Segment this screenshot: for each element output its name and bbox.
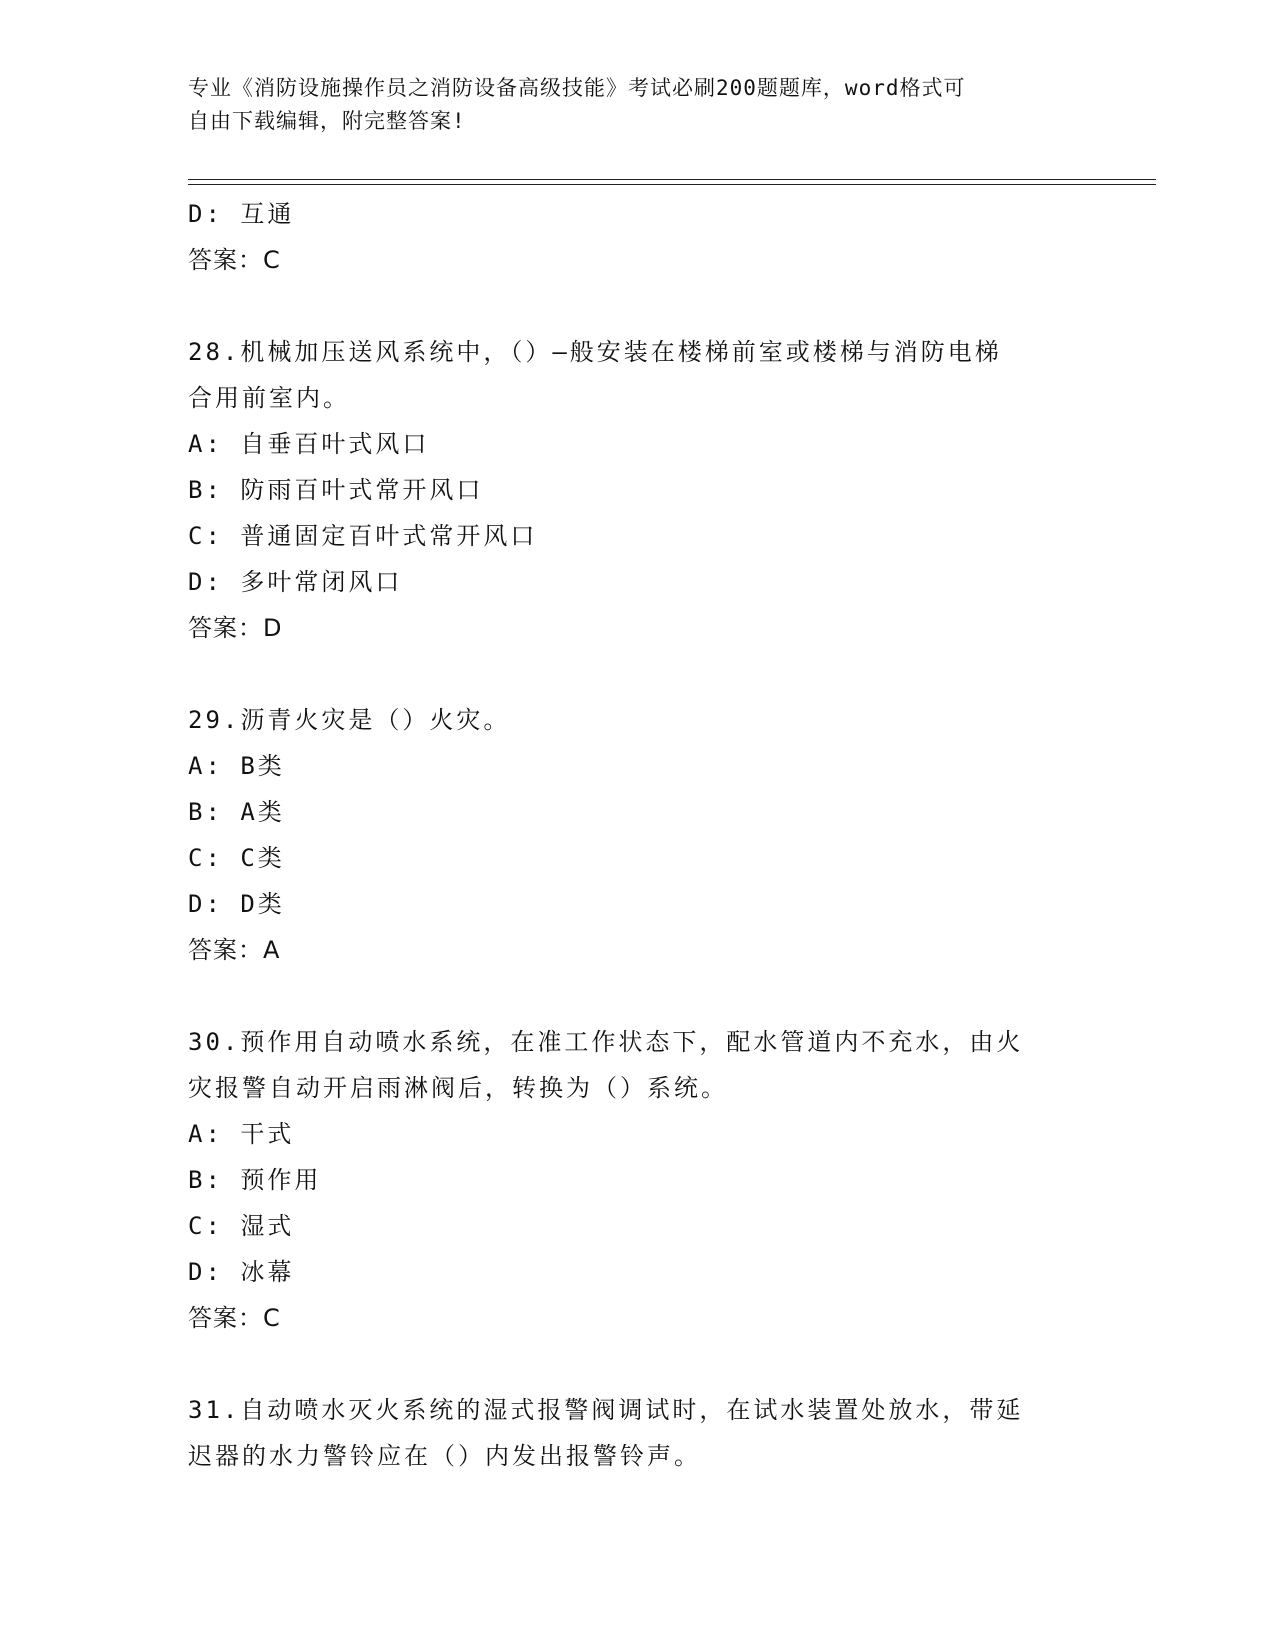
header-line-1: 专业《消防设施操作员之消防设备高级技能》考试必刷200题题库，word格式可 <box>188 76 966 100</box>
question-31 <box>188 1387 1088 1479</box>
question-text-cont: 合用前室内。 <box>188 384 350 412</box>
header-divider-bottom <box>188 184 1156 185</box>
option-b: B: 预作用 <box>188 1166 322 1194</box>
option-a: A: B类 <box>188 752 285 780</box>
question-text: 28.机械加压送风系统中，（）—般安装在楼梯前室或楼梯与消防电梯 <box>188 338 1002 366</box>
option-d: D: 冰幕 <box>188 1258 295 1286</box>
answer: 答案：C <box>188 1304 281 1332</box>
question-text: 31.自动喷水灭火系统的湿式报警阀调试时，在试水装置处放水，带延 <box>188 1396 1024 1424</box>
header-line-2: 自由下载编辑，附完整答案! <box>188 109 466 133</box>
question-28 <box>188 329 1088 651</box>
spacer <box>188 651 1088 697</box>
option-c: C: C类 <box>188 844 285 872</box>
question-text: 29.沥青火灾是（）火灾。 <box>188 706 511 734</box>
document-header <box>188 72 1088 138</box>
option-c: C: 普通固定百叶式常开风口 <box>188 522 538 550</box>
option-d: D: 互通 <box>188 200 295 228</box>
question-27-tail <box>188 191 1088 283</box>
option-a: A: 干式 <box>188 1120 295 1148</box>
option-b: B: 防雨百叶式常开风口 <box>188 476 484 504</box>
question-text-cont: 迟器的水力警铃应在（）内发出报警铃声。 <box>188 1442 701 1470</box>
answer: 答案：D <box>188 614 283 642</box>
question-text-cont: 灾报警自动开启雨淋阀后，转换为（）系统。 <box>188 1074 728 1102</box>
question-30 <box>188 1019 1088 1341</box>
question-list <box>188 191 1088 1479</box>
option-d: D: D类 <box>188 890 285 918</box>
answer: 答案：A <box>188 936 281 964</box>
spacer <box>188 973 1088 1019</box>
option-b: B: A类 <box>188 798 285 826</box>
answer: 答案：C <box>188 246 281 274</box>
option-d: D: 多叶常闭风口 <box>188 568 403 596</box>
option-a: A: 自垂百叶式风口 <box>188 430 430 458</box>
question-29 <box>188 697 1088 973</box>
spacer <box>188 283 1088 329</box>
header-divider-top <box>188 179 1156 180</box>
spacer <box>188 1341 1088 1387</box>
option-c: C: 湿式 <box>188 1212 295 1240</box>
question-text: 30.预作用自动喷水系统，在准工作状态下，配水管道内不充水，由火 <box>188 1028 1024 1056</box>
